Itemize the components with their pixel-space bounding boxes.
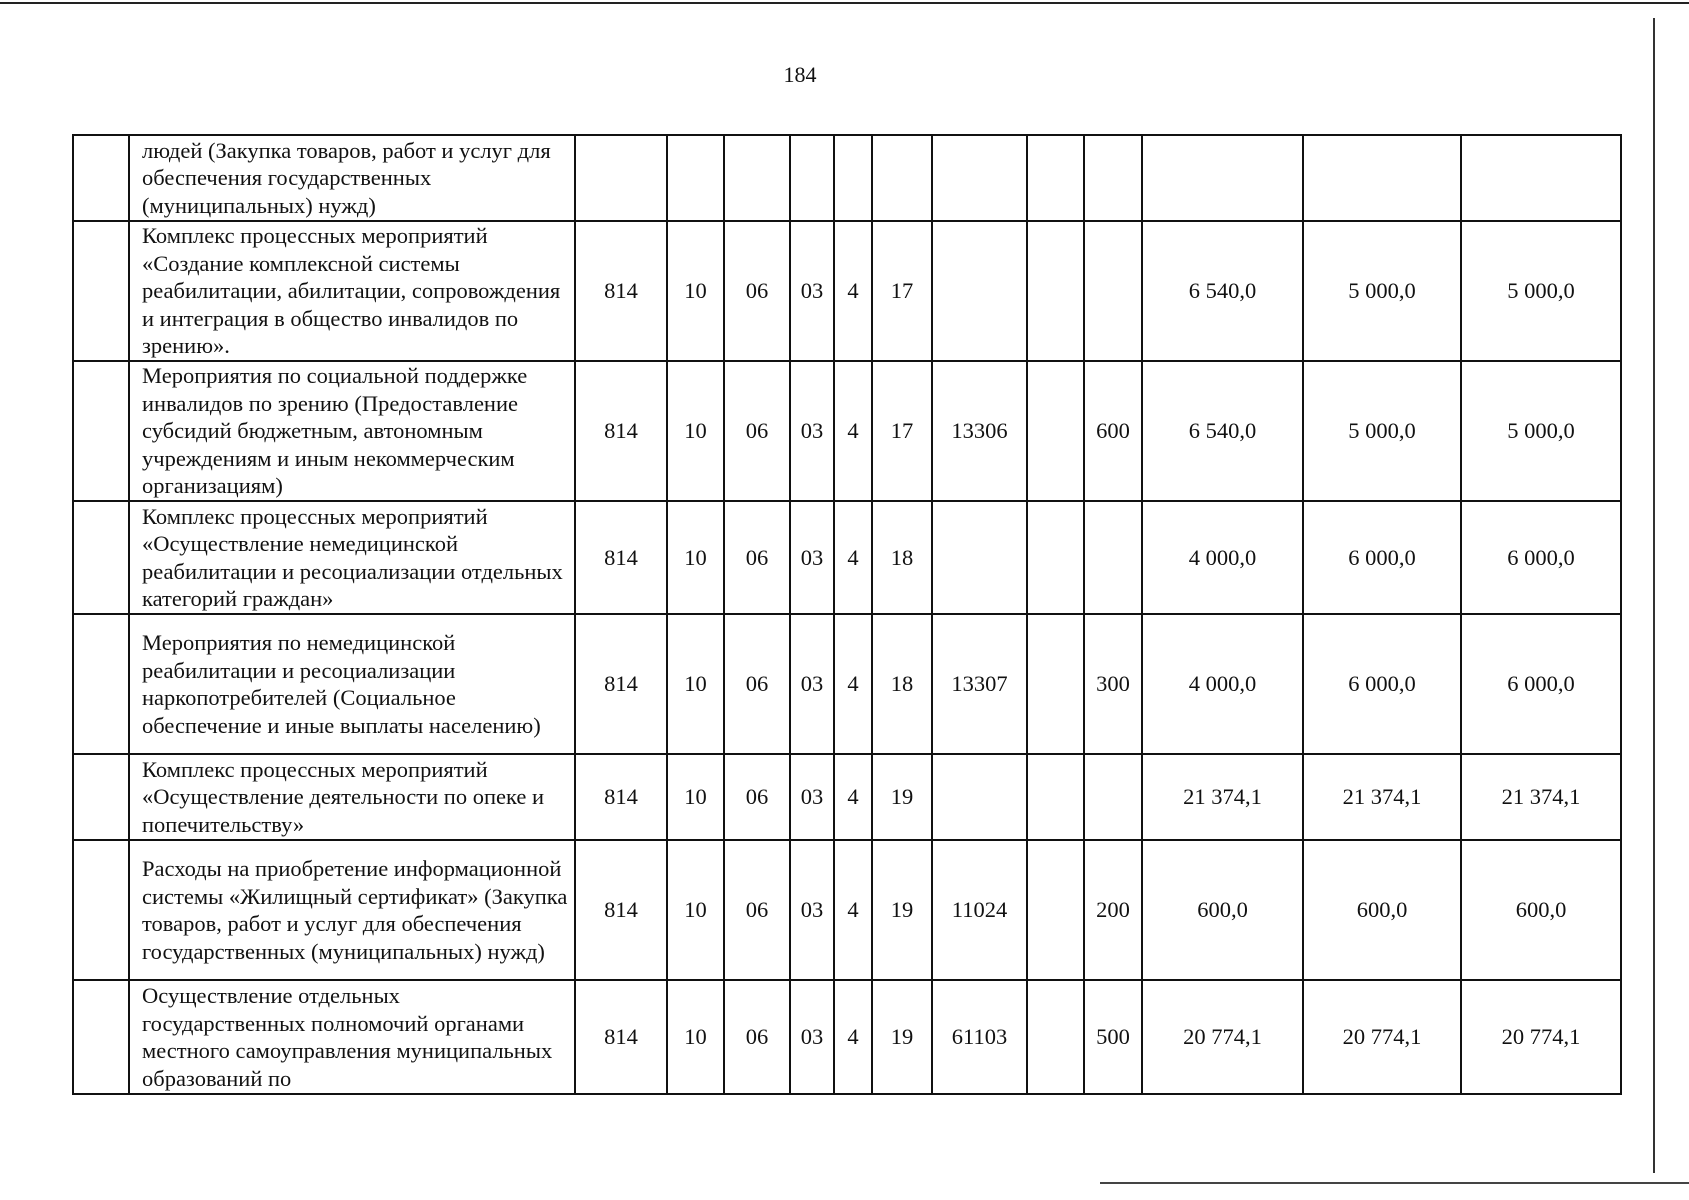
year2-cell: 6 000,0 — [1303, 614, 1461, 754]
pr-cell: 06 — [724, 980, 790, 1094]
rz-cell: 10 — [667, 221, 724, 361]
csr-part1-cell — [790, 135, 834, 221]
vr-cell — [1084, 135, 1142, 221]
year3-cell: 5 000,0 — [1461, 221, 1621, 361]
year3-cell: 20 774,1 — [1461, 980, 1621, 1094]
row-name-cell: Комплекс процессных мероприятий «Осуществление деятельности по опеке и попечительству» — [129, 754, 575, 840]
csr-part2-cell: 4 — [834, 840, 872, 980]
year2-cell: 5 000,0 — [1303, 361, 1461, 501]
row-index-cell — [73, 135, 129, 221]
year2-cell: 20 774,1 — [1303, 980, 1461, 1094]
year1-cell: 20 774,1 — [1142, 980, 1303, 1094]
table-row — [73, 135, 1621, 221]
year2-cell — [1303, 135, 1461, 221]
row-index-cell — [73, 221, 129, 361]
pr-cell — [724, 135, 790, 221]
csr-part5-cell — [1027, 614, 1084, 754]
row-index-cell — [73, 614, 129, 754]
table-row — [73, 980, 1621, 1094]
csr-part3-cell: 19 — [872, 980, 932, 1094]
csr-part1-cell: 03 — [790, 614, 834, 754]
rz-cell: 10 — [667, 361, 724, 501]
scan-bottom-border — [1100, 1182, 1689, 1184]
grbs-cell: 814 — [575, 361, 667, 501]
grbs-cell: 814 — [575, 614, 667, 754]
pr-cell: 06 — [724, 361, 790, 501]
csr-part5-cell — [1027, 221, 1084, 361]
year1-cell — [1142, 135, 1303, 221]
year3-cell — [1461, 135, 1621, 221]
row-index-cell — [73, 501, 129, 614]
year1-cell: 6 540,0 — [1142, 361, 1303, 501]
csr-part1-cell: 03 — [790, 361, 834, 501]
csr-part5-cell — [1027, 980, 1084, 1094]
page-number: 184 — [783, 62, 817, 87]
vr-cell — [1084, 754, 1142, 840]
vr-cell: 300 — [1084, 614, 1142, 754]
csr-part1-cell: 03 — [790, 840, 834, 980]
csr-part4-cell — [932, 754, 1027, 840]
csr-part4-cell: 11024 — [932, 840, 1027, 980]
row-name-cell: Комплекс процессных мероприятий «Создание комплексной системы реабилитации, абилитации, сопровождения и интеграция в общество инвалидов по зрению». — [129, 221, 575, 361]
year3-cell: 21 374,1 — [1461, 754, 1621, 840]
year1-cell: 6 540,0 — [1142, 221, 1303, 361]
pr-cell: 06 — [724, 501, 790, 614]
grbs-cell: 814 — [575, 980, 667, 1094]
csr-part1-cell: 03 — [790, 754, 834, 840]
csr-part2-cell: 4 — [834, 754, 872, 840]
pr-cell: 06 — [724, 221, 790, 361]
pr-cell: 06 — [724, 614, 790, 754]
year3-cell: 6 000,0 — [1461, 614, 1621, 754]
year1-cell: 600,0 — [1142, 840, 1303, 980]
year2-cell: 6 000,0 — [1303, 501, 1461, 614]
csr-part5-cell — [1027, 840, 1084, 980]
csr-part2-cell: 4 — [834, 221, 872, 361]
csr-part4-cell: 13306 — [932, 361, 1027, 501]
year3-cell: 6 000,0 — [1461, 501, 1621, 614]
csr-part1-cell: 03 — [790, 221, 834, 361]
row-index-cell — [73, 754, 129, 840]
scan-right-border — [1653, 18, 1655, 1173]
csr-part5-cell — [1027, 361, 1084, 501]
rz-cell: 10 — [667, 501, 724, 614]
year3-cell: 5 000,0 — [1461, 361, 1621, 501]
csr-part4-cell — [932, 135, 1027, 221]
csr-part3-cell: 19 — [872, 754, 932, 840]
year2-cell: 5 000,0 — [1303, 221, 1461, 361]
csr-part1-cell: 03 — [790, 980, 834, 1094]
grbs-cell: 814 — [575, 501, 667, 614]
csr-part4-cell — [932, 501, 1027, 614]
table-row — [73, 614, 1621, 754]
grbs-cell: 814 — [575, 840, 667, 980]
csr-part2-cell: 4 — [834, 501, 872, 614]
vr-cell — [1084, 221, 1142, 361]
csr-part2-cell: 4 — [834, 361, 872, 501]
csr-part4-cell — [932, 221, 1027, 361]
scan-top-border — [0, 2, 1689, 4]
csr-part2-cell — [834, 135, 872, 221]
year2-cell: 600,0 — [1303, 840, 1461, 980]
rz-cell: 10 — [667, 614, 724, 754]
year3-cell: 600,0 — [1461, 840, 1621, 980]
csr-part3-cell — [872, 135, 932, 221]
csr-part5-cell — [1027, 754, 1084, 840]
csr-part2-cell: 4 — [834, 980, 872, 1094]
row-name-cell: людей (Закупка товаров, работ и услуг для обеспечения государственных (муниципальных) нужд) — [129, 135, 575, 221]
rz-cell: 10 — [667, 754, 724, 840]
csr-part3-cell: 17 — [872, 221, 932, 361]
table-row — [73, 840, 1621, 980]
row-name-cell: Мероприятия по немедицинской реабилитации и ресоциализации наркопотребителей (Социальное обеспечение и иные выплаты населению) — [129, 614, 575, 754]
csr-part2-cell: 4 — [834, 614, 872, 754]
year2-cell: 21 374,1 — [1303, 754, 1461, 840]
row-index-cell — [73, 361, 129, 501]
rz-cell: 10 — [667, 840, 724, 980]
row-name-cell: Мероприятия по социальной поддержке инвалидов по зрению (Предоставление субсидий бюджетным, автономным учреждениям и иным некоммерческим организациям) — [129, 361, 575, 501]
table-row — [73, 221, 1621, 361]
csr-part3-cell: 18 — [872, 501, 932, 614]
table-row — [73, 361, 1621, 501]
pr-cell: 06 — [724, 754, 790, 840]
csr-part3-cell: 17 — [872, 361, 932, 501]
year1-cell: 4 000,0 — [1142, 501, 1303, 614]
rz-cell: 10 — [667, 980, 724, 1094]
year1-cell: 4 000,0 — [1142, 614, 1303, 754]
vr-cell: 500 — [1084, 980, 1142, 1094]
vr-cell: 200 — [1084, 840, 1142, 980]
row-name-cell: Расходы на приобретение информационной системы «Жилищный сертификат» (Закупка товаров, работ и услуг для обеспечения государственных (муниципальных) нужд) — [129, 840, 575, 980]
row-index-cell — [73, 840, 129, 980]
csr-part4-cell: 13307 — [932, 614, 1027, 754]
budget-table — [72, 134, 1622, 1095]
csr-part4-cell: 61103 — [932, 980, 1027, 1094]
grbs-cell: 814 — [575, 221, 667, 361]
csr-part5-cell — [1027, 501, 1084, 614]
row-name-cell: Осуществление отдельных государственных полномочий органами местного самоуправления муниципальных образований по — [129, 980, 575, 1094]
table-row — [73, 501, 1621, 614]
vr-cell: 600 — [1084, 361, 1142, 501]
vr-cell — [1084, 501, 1142, 614]
pr-cell: 06 — [724, 840, 790, 980]
csr-part1-cell: 03 — [790, 501, 834, 614]
row-index-cell — [73, 980, 129, 1094]
grbs-cell — [575, 135, 667, 221]
table-row — [73, 754, 1621, 840]
csr-part3-cell: 19 — [872, 840, 932, 980]
year1-cell: 21 374,1 — [1142, 754, 1303, 840]
csr-part5-cell — [1027, 135, 1084, 221]
rz-cell — [667, 135, 724, 221]
grbs-cell: 814 — [575, 754, 667, 840]
csr-part3-cell: 18 — [872, 614, 932, 754]
row-name-cell: Комплекс процессных мероприятий «Осуществление немедицинской реабилитации и ресоциализации отдельных категорий граждан» — [129, 501, 575, 614]
